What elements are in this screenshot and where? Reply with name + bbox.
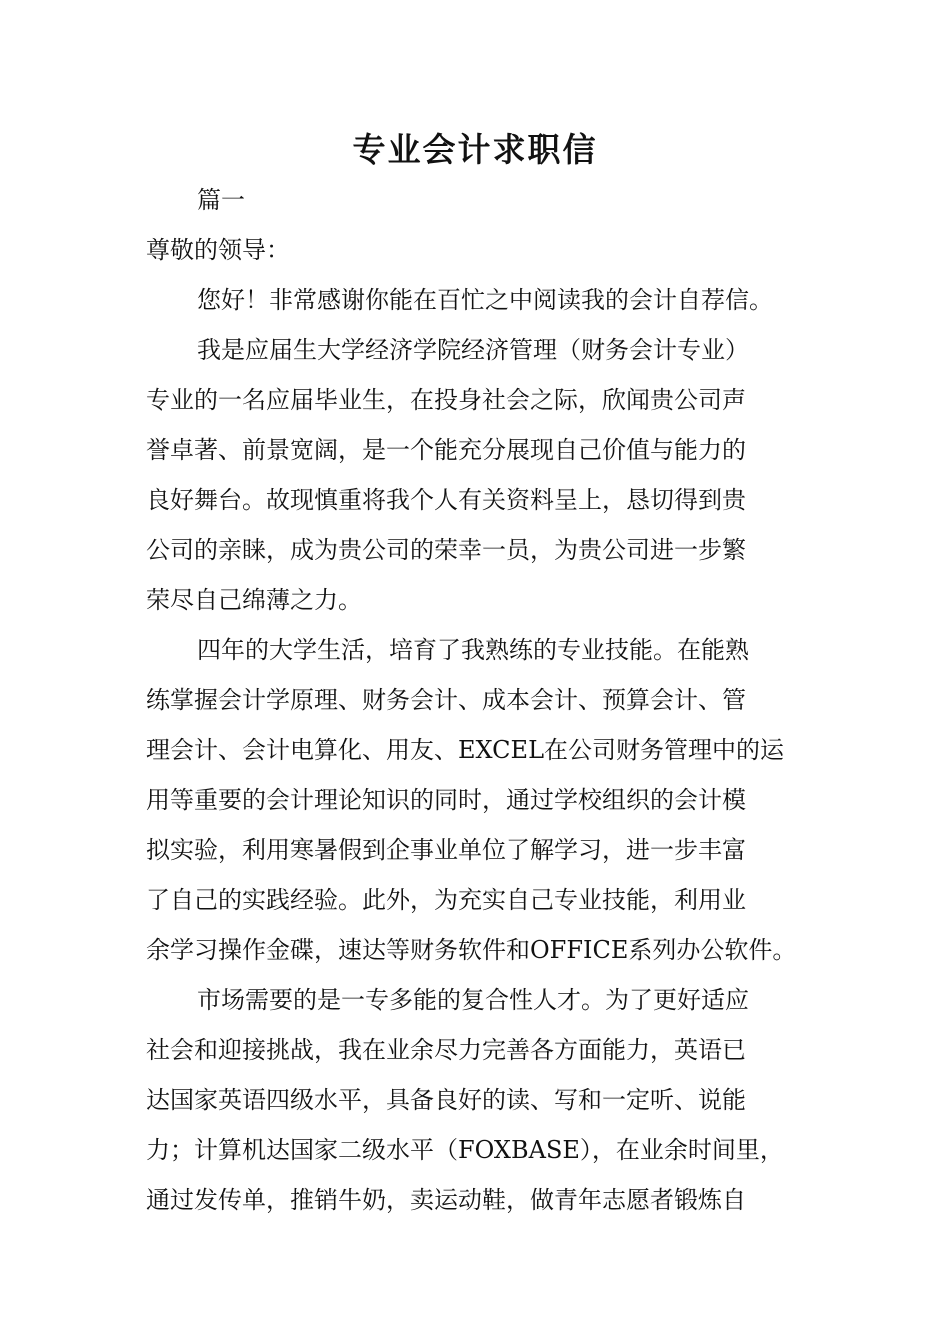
body-line: 专业的一名应届毕业生，在投身社会之际，欣闻贵公司声 — [146, 386, 746, 414]
body-line: 社会和迎接挑战，我在业余尽力完善各方面能力，英语已 — [146, 1036, 746, 1064]
document-title: 专业会计求职信 — [352, 130, 598, 169]
body-line: 拟实验，利用寒暑假到企事业单位了解学习，进一步丰富 — [146, 836, 746, 864]
body-line: 通过发传单，推销牛奶，卖运动鞋，做青年志愿者锻炼自 — [146, 1186, 746, 1214]
body-line: 余学习操作金碟，速达等财务软件和OFFICE系列办公软件。 — [146, 936, 797, 964]
body-line: 公司的亲睐，成为贵公司的荣幸一员，为贵公司进一步繁 — [146, 536, 746, 564]
body-line: 达国家英语四级水平，具备良好的读、写和一定听、说能 — [146, 1086, 746, 1114]
section-label: 篇一 — [197, 186, 245, 214]
body-line: 荣尽自己绵薄之力。 — [146, 586, 362, 614]
body-line: 力；计算机达国家二级水平（FOXBASE），在业余时间里， — [146, 1136, 784, 1164]
body-line: 四年的大学生活，培育了我熟练的专业技能。在能熟 — [197, 636, 749, 664]
body-line: 誉卓著、前景宽阔，是一个能充分展现自己价值与能力的 — [146, 436, 746, 464]
body-line: 市场需要的是一专多能的复合性人才。为了更好适应 — [197, 986, 749, 1014]
body-line: 用等重要的会计理论知识的同时，通过学校组织的会计模 — [146, 786, 746, 814]
body-line: 练掌握会计学原理、财务会计、成本会计、预算会计、管 — [146, 686, 746, 714]
greeting-line: 您好！非常感谢你能在百忙之中阅读我的会计自荐信。 — [197, 286, 773, 314]
body-line: 了自己的实践经验。此外，为充实自己专业技能，利用业 — [146, 886, 746, 914]
body-line: 理会计、会计电算化、用友、EXCEL在公司财务管理中的运 — [146, 736, 785, 764]
body-line: 良好舞台。故现慎重将我个人有关资料呈上，恳切得到贵 — [146, 486, 746, 514]
body-line: 我是应届生大学经济学院经济管理（财务会计专业） — [197, 336, 749, 364]
salutation: 尊敬的领导： — [146, 236, 290, 264]
